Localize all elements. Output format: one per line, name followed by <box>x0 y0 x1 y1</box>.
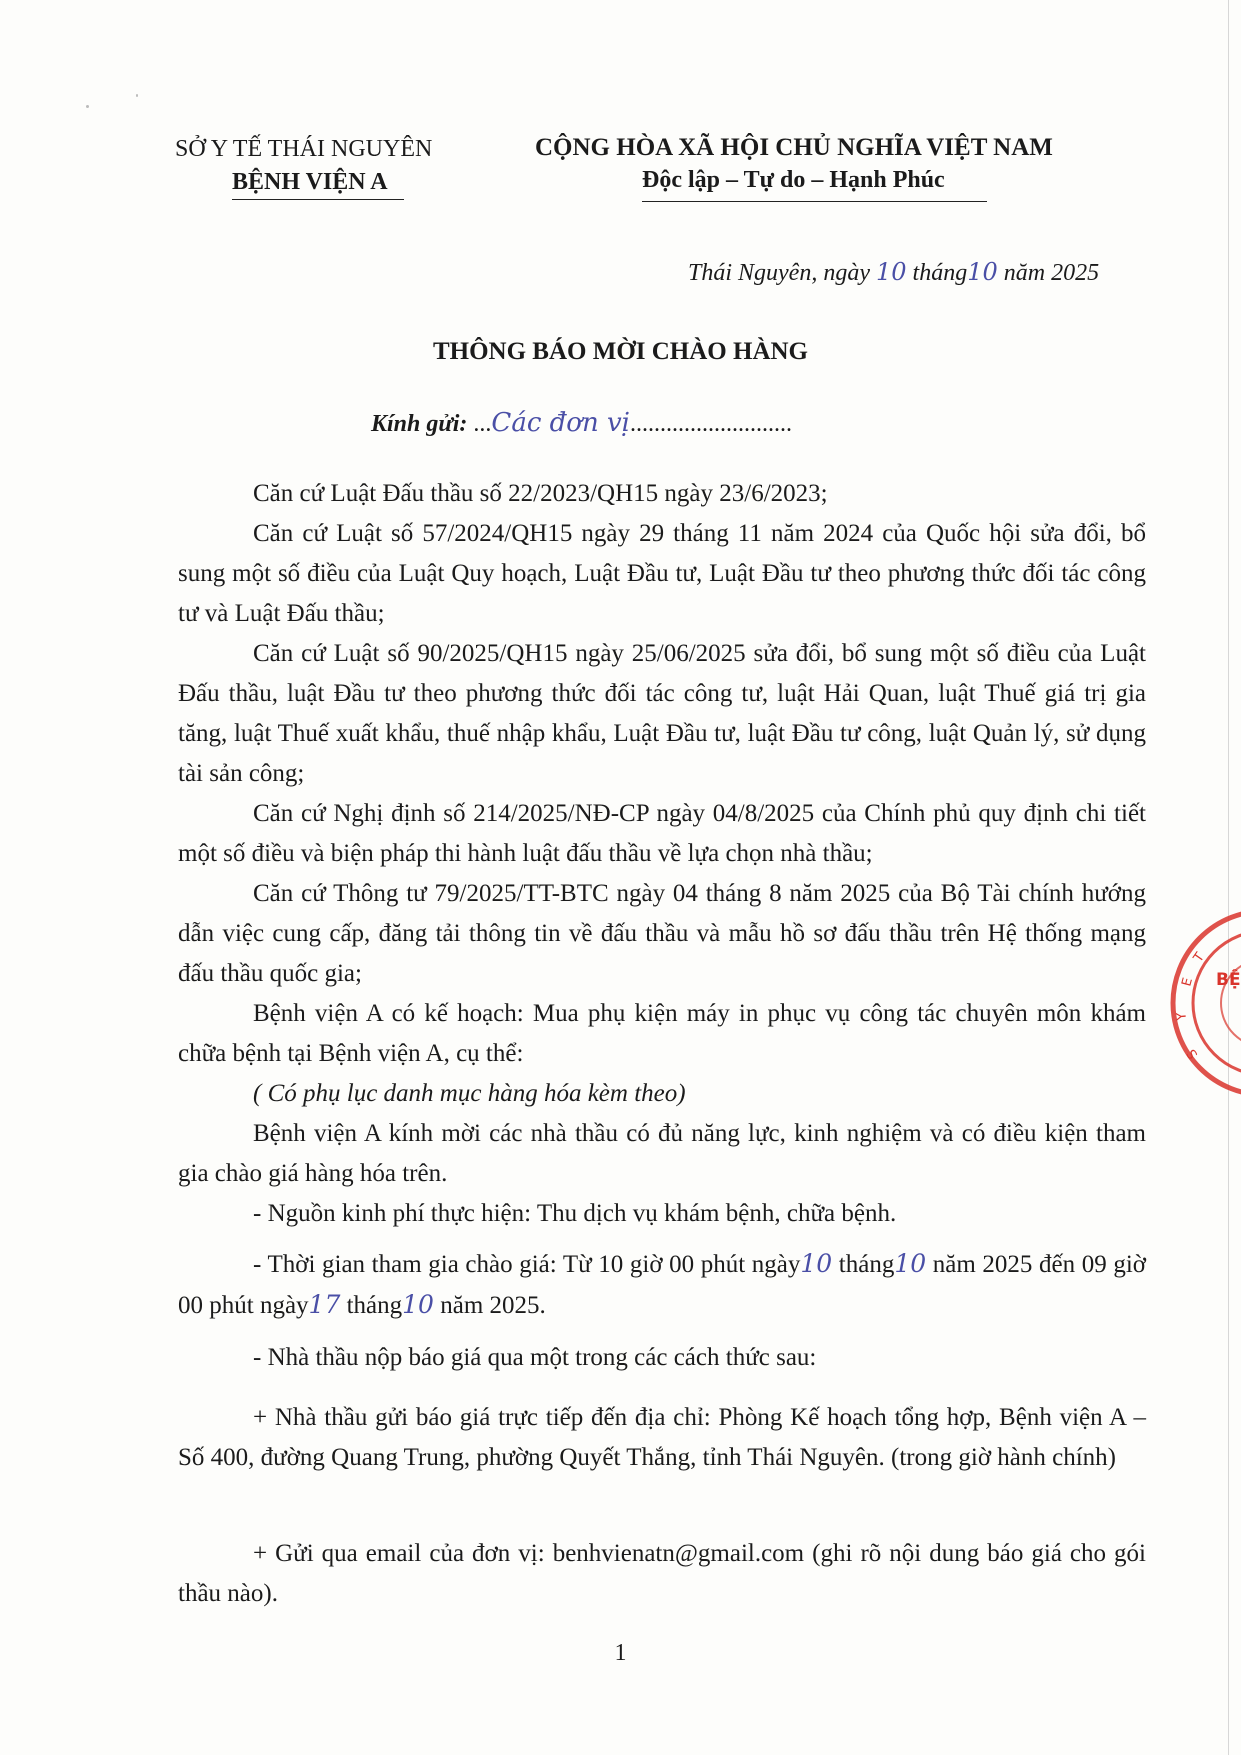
seal-letter-y: Y <box>1174 1011 1190 1021</box>
legal-basis-2: Căn cứ Luật số 57/2024/QH15 ngày 29 tháng 11 năm 2024 của Quốc hội sửa đổi, bổ sung một số điều của Luật Quy hoạch, Luật Đầu tư, Luật Đầu tư theo phương thức đối tác công tư và Luật Đấu thầu; <box>178 520 1146 627</box>
recipient-handwritten: Các đơn vị <box>491 408 630 438</box>
quotation-time-text: năm 2025. <box>433 1292 546 1319</box>
legal-basis-5: Căn cứ Thông tư 79/2025/TT-BTC ngày 04 tháng 8 năm 2025 của Bộ Tài chính hướng dẫn việc cung cấp, đăng tải thông tin về đấu thầu và mẫu hồ sơ đấu thầu trên Hệ thống mạng đấu thầu quốc gia; <box>178 880 1146 987</box>
scan-speck <box>136 94 138 97</box>
quotation-time-text: tháng <box>832 1251 895 1278</box>
quotation-time-text: tháng <box>340 1292 403 1319</box>
recipient-label: Kính gửi: <box>371 411 468 437</box>
quotation-time-text: - Thời gian tham gia chào giá: Từ 10 giờ 00 phút ngày <box>253 1251 801 1278</box>
date-place: Thái Nguyên, ngày <box>688 260 870 286</box>
date-year: năm 2025 <box>1003 260 1100 286</box>
submission-direct: + Nhà thầu gửi báo giá trực tiếp đến địa chỉ: Phòng Kế hoạch tổng hợp, Bệnh viện A – Số 400, đường Quang Trung, phường Quyết Thắng, tỉnh Thái Nguyên. (trong giờ hành chính) <box>178 1404 1146 1471</box>
legal-basis-3: Căn cứ Luật số 90/2025/QH15 ngày 25/06/2025 sửa đổi, bổ sung một số điều của Luật Đấu thầu, luật Đầu tư theo phương thức đối tác công tư, luật Hải Quan, luật Thuế giá trị gia tăng, luật Thuế xuất khẩu, thuế nhập khẩu, Luật Đầu tư, luật Đầu tư công, luật Quản lý, sử dụng tài sản công; <box>178 640 1146 787</box>
funding-source: - Nguồn kinh phí thực hiện: Thu dịch vụ khám bệnh, chữa bệnh. <box>253 1200 897 1227</box>
date-month-handwritten: 10 <box>967 258 998 286</box>
country-name: CỘNG HÒA XÃ HỘI CHỦ NGHĨA VIỆT NAM <box>535 134 1053 161</box>
ministry-name: SỞ Y TẾ THÁI NGUYÊN <box>175 136 433 162</box>
submission-methods: - Nhà thầu nộp báo giá qua một trong các cách thức sau: <box>253 1344 817 1371</box>
motto-underline <box>642 201 987 202</box>
red-seal-stamp <box>1160 905 1241 1100</box>
hospital-name: BỆNH VIỆN A <box>232 169 388 195</box>
page-number: 1 <box>614 1640 627 1666</box>
seal-letter-s: S <box>1184 1045 1202 1062</box>
quotation-time <box>178 1244 1146 1326</box>
recipient-dots: ........................... <box>629 411 792 437</box>
submission-email: + Gửi qua email của đơn vị: benhvienatn@gmail.com (ghi rõ nội dung báo giá cho gói thầu nào). <box>178 1540 1146 1607</box>
scan-speck <box>86 105 89 108</box>
date-line <box>688 258 1099 287</box>
seal-letter-e: E <box>1179 976 1196 989</box>
date-month-label: tháng <box>912 260 968 286</box>
appendix-note: ( Có phụ lục danh mục hàng hóa kèm theo) <box>253 1080 686 1107</box>
start-month-handwritten: 10 <box>894 1249 927 1278</box>
hospital-name-underline <box>232 199 404 200</box>
national-motto: Độc lập – Tự do – Hạnh Phúc <box>642 167 945 193</box>
recipient-dots: ... <box>473 411 492 437</box>
legal-basis-1: Căn cứ Luật Đấu thầu số 22/2023/QH15 ngày 23/6/2023; <box>253 480 828 507</box>
seal-letter-t: T <box>1190 950 1208 966</box>
recipient-line <box>371 408 792 438</box>
end-month-handwritten: 10 <box>402 1290 434 1319</box>
date-day-handwritten: 10 <box>875 258 907 286</box>
scan-edge-line <box>1228 0 1229 1755</box>
end-day-handwritten: 17 <box>308 1290 341 1319</box>
legal-basis-4: Căn cứ Nghị định số 214/2025/NĐ-CP ngày 04/8/2025 của Chính phủ quy định chi tiết một số điều và biện pháp thi hành luật đấu thầu về lựa chọn nhà thầu; <box>178 800 1146 867</box>
plan-paragraph: Bệnh viện A có kế hoạch: Mua phụ kiện máy in phục vụ công tác chuyên môn khám chữa bệnh tại Bệnh viện A, cụ thể: <box>178 1000 1146 1067</box>
quotation-time-text: năm 2025 đến 09 giờ 00 phút ngày <box>178 1251 1146 1319</box>
start-day-handwritten: 10 <box>800 1249 833 1278</box>
document-title: THÔNG BÁO MỜI CHÀO HÀNG <box>432 338 808 365</box>
seal-letters-be: BỆ <box>1216 970 1241 990</box>
invitation-paragraph: Bệnh viện A kính mời các nhà thầu có đủ năng lực, kinh nghiệm và có điều kiện tham gia chào giá hàng hóa trên. <box>178 1120 1146 1187</box>
